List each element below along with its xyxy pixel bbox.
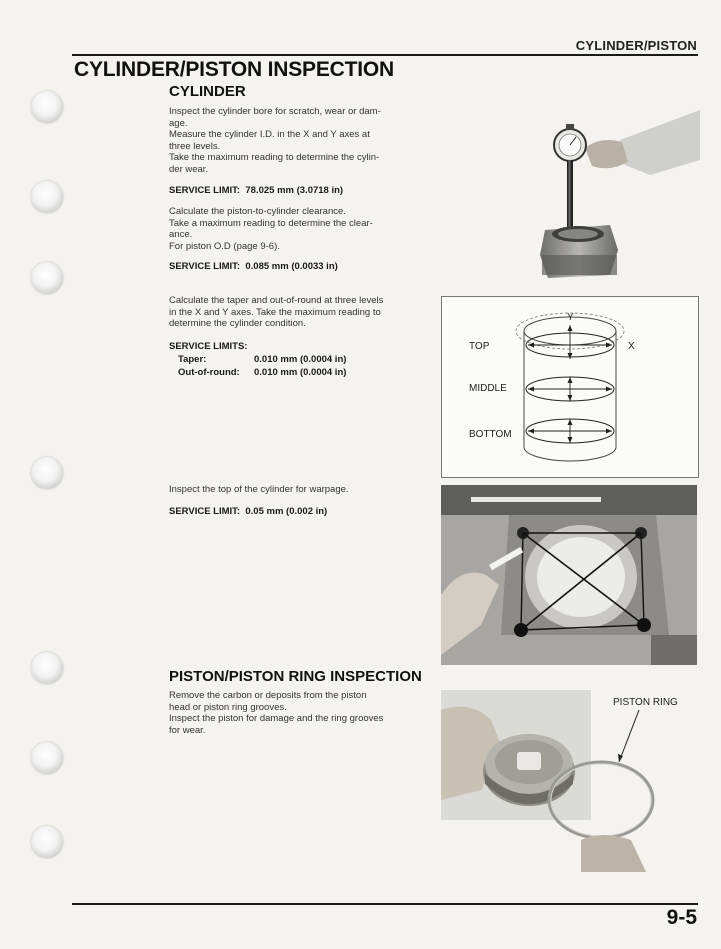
page-number: 9-5	[666, 906, 697, 929]
warpage-para: Inspect the top of the cylinder for warpage.	[169, 484, 349, 495]
header-rule	[72, 54, 698, 56]
service-limit-bore: SERVICE LIMIT: 78.025 mm (3.0718 in)	[169, 185, 344, 196]
cylinder-para-3: Calculate the taper and out-of-round at three levels in the X and Y axes. Take the maximum reading to determine the cylinder condition.	[169, 295, 384, 329]
service-limit-warpage: SERVICE LIMIT: 0.05 mm (0.002 in)	[169, 506, 328, 517]
piston-heading: PISTON/PISTON RING INSPECTION	[169, 668, 422, 685]
cylinder-para-2: Calculate the piston-to-cylinder clearance. Take a maximum reading to determine the clear- ance. For piston O.D (page 9-6).	[169, 206, 373, 252]
binder-hole	[31, 91, 63, 123]
cylinder-heading: CYLINDER	[169, 83, 246, 100]
piston-para: Remove the carbon or deposits from the piston head or piston ring grooves. Inspect the piston for damage and the ring grooves for wear.	[169, 690, 384, 736]
service-limit-clearance: SERVICE LIMIT: 0.085 mm (0.0033 in)	[169, 261, 338, 272]
binder-hole	[31, 652, 63, 684]
diagram-label-middle: MIDDLE	[469, 383, 507, 394]
taper-label: Taper:	[178, 354, 207, 365]
service-limits-heading: SERVICE LIMITS:	[169, 341, 248, 352]
page-title: CYLINDER/PISTON INSPECTION	[74, 58, 394, 81]
diagram-label-top: TOP	[469, 341, 490, 352]
binder-hole	[31, 181, 63, 213]
binder-hole	[31, 457, 63, 489]
warpage-photo	[441, 485, 697, 665]
out-of-round-value: 0.010 mm (0.0004 in)	[254, 367, 347, 378]
piston-ring-photo	[441, 690, 697, 872]
binder-hole	[31, 826, 63, 858]
bore-gauge-photo	[500, 100, 700, 285]
diagram-label-bottom: BOTTOM	[469, 429, 512, 440]
callout-piston-ring: PISTON RING	[613, 697, 678, 708]
diagram-label-y: Y	[567, 312, 574, 323]
section-header: CYLINDER/PISTON	[575, 38, 697, 53]
cylinder-measurement-diagram	[441, 296, 699, 478]
footer-rule	[72, 903, 698, 905]
diagram-label-x: X	[628, 341, 635, 352]
cylinder-para-1: Inspect the cylinder bore for scratch, wear or dam- age. Measure the cylinder I.D. in the X and Y axes at three levels. Take the maximum reading to determine the cylin- der wear.	[169, 106, 381, 175]
binder-hole	[31, 742, 63, 774]
taper-value: 0.010 mm (0.0004 in)	[254, 354, 347, 365]
binder-hole	[31, 262, 63, 294]
out-of-round-label: Out-of-round:	[178, 367, 240, 378]
